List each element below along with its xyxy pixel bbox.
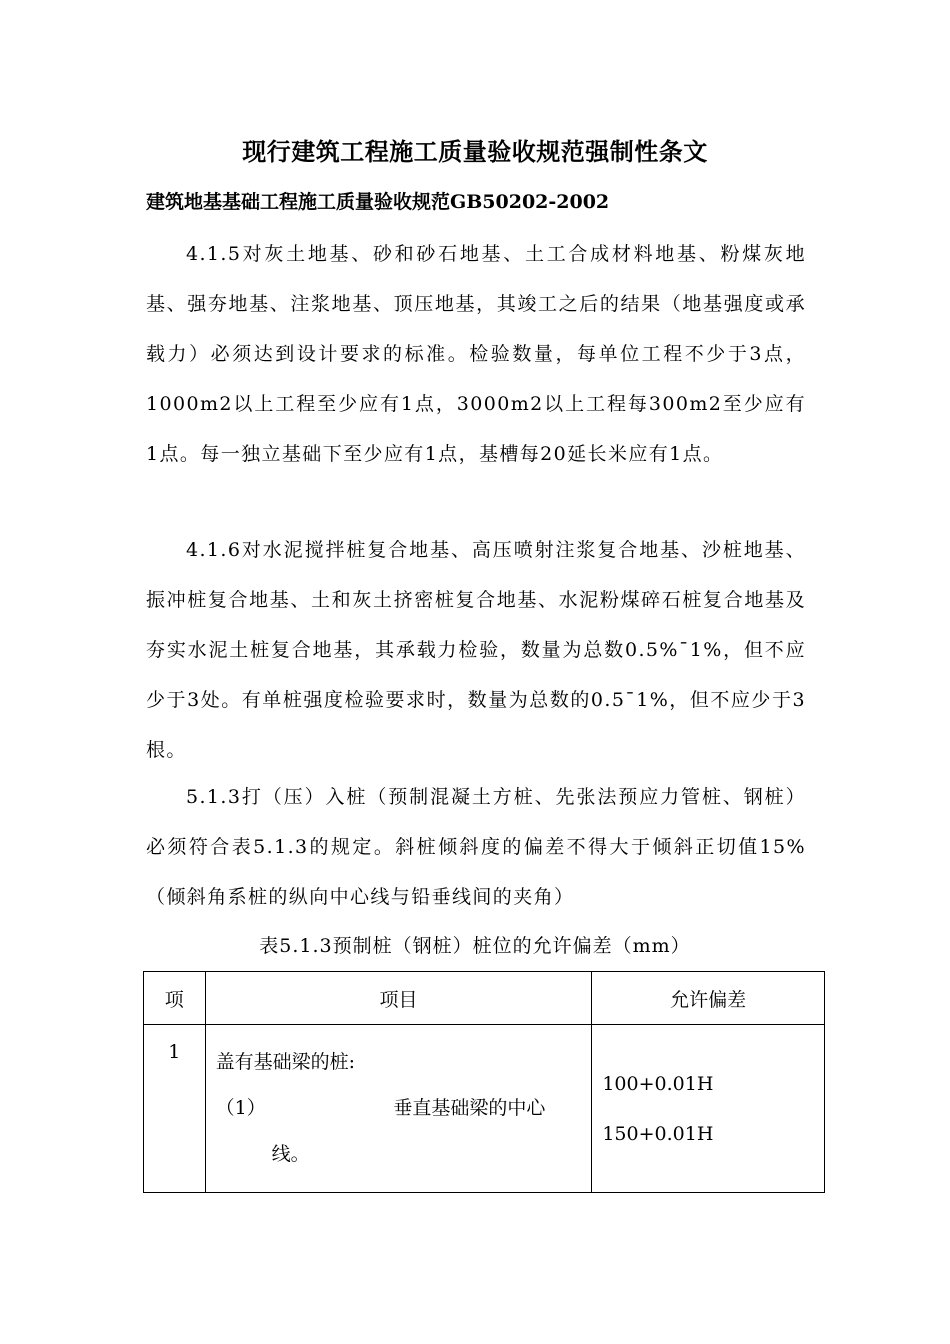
row-subitem-continuation: 线。 — [271, 1143, 310, 1165]
document-subtitle: 建筑地基基础工程施工质量验收规范GB50202-2002 — [146, 191, 610, 213]
row-subitem-text: 垂直基础梁的中心 — [393, 1097, 546, 1119]
header-item-no: 项 — [144, 972, 206, 1025]
header-item: 项目 — [205, 972, 592, 1025]
row-tolerance-values — [592, 1025, 825, 1193]
paragraph-4-1-5: 4.1.5对灰土地基、砂和砂石地基、土工合成材料地基、粉煤灰地基、强夯地基、注浆地基、顶压地基，其竣工之后的结果（地基强度或承载力）必须达到设计要求的标准。检验数量，每单位工程不少于3点，1000m2以上工程至少应有1点，3000m2以上工程每300m2至少应有1点。每一独立基础下至少应有1点，基槽每20延长米应有1点。 — [146, 243, 806, 465]
table-row — [144, 1025, 825, 1193]
row-description — [205, 1025, 592, 1193]
page-title: 现行建筑工程施工质量验收规范强制性条文 — [242, 137, 708, 166]
tolerance-table — [143, 971, 825, 1193]
table-caption: 表5.1.3预制桩（钢桩）桩位的允许偏差（mm） — [259, 935, 691, 957]
paragraph-5-1-3: 5.1.3打（压）入桩（预制混凝土方桩、先张法预应力管桩、钢桩）必须符合表5.1.3的规定。斜桩倾斜度的偏差不得大于倾斜正切值15%（倾斜角系桩的纵向中心线与铅垂线间的夹角） — [146, 786, 806, 908]
tolerance-value: 100+0.01H — [602, 1072, 714, 1095]
paragraph-4-1-6: 4.1.6对水泥搅拌桩复合地基、高压喷射注浆复合地基、沙桩地基、振冲桩复合地基、土和灰土挤密桩复合地基、水泥粉煤碎石桩复合地基及夯实水泥土桩复合地基，其承载力检验，数量为总数0.5%¯1%，但不应少于3处。有单桩强度检验要求时，数量为总数的0.5¯1%，但不应少于3根。 — [146, 539, 806, 761]
row-subitem — [216, 1085, 582, 1131]
header-tolerance: 允许偏差 — [592, 972, 825, 1025]
row-item-title: 盖有基础梁的桩: — [215, 1051, 356, 1073]
tolerance-value: 150+0.01H — [602, 1122, 714, 1145]
row-subitem-number: （1） — [215, 1097, 266, 1119]
row-number: 1 — [144, 1025, 206, 1193]
table-header-row — [144, 972, 825, 1025]
